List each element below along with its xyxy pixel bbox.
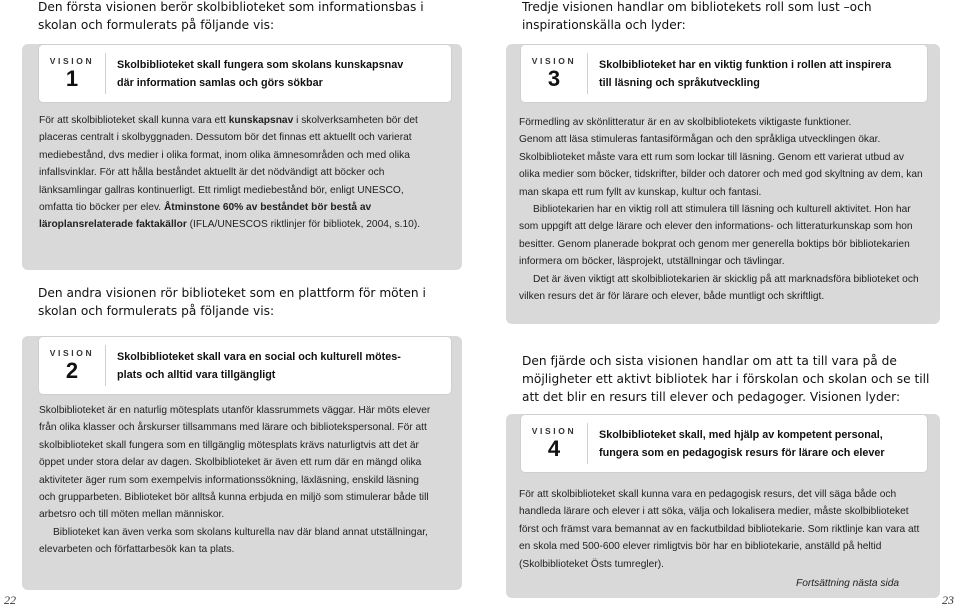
- vision-3-badge: [521, 45, 587, 102]
- vision-1-title: [117, 56, 441, 92]
- page-number-left: 22: [4, 593, 16, 607]
- vision-2-title: [117, 348, 441, 384]
- vision-number: 1: [65, 66, 79, 91]
- vision-title-line: Skolbiblioteket har en viktig funktion i rollen att inspirera: [599, 58, 892, 71]
- vision-4-panel: [506, 414, 940, 598]
- vision-title-line: till läsning och språkutveckling: [599, 76, 760, 89]
- vision-3-header: [520, 44, 928, 103]
- intro-vision-3: Tredje visionen handlar om bibliotekets roll som lust –och inspirationskälla och lyder:: [522, 0, 872, 32]
- vision-label: VISION: [49, 56, 95, 66]
- vision-1-badge: [39, 45, 105, 102]
- vision-divider: [105, 345, 106, 386]
- vision-3-title: [599, 56, 917, 92]
- vision-label: VISION: [531, 56, 577, 66]
- vision-label: VISION: [531, 426, 577, 436]
- right-page: [480, 0, 960, 612]
- vision-3-paragraph: Skolbiblioteket måste vara ett rum som lockar till läsning. Genom ett varierat utbud av olika medier som böcker, tidskrifter, bilder och datorer och med god skyltning av dem, kan man skapa ett rum fyllt av kunskap, kultur och fantasi.: [519, 151, 923, 198]
- vision-divider: [587, 423, 588, 464]
- vision-title-line: plats och alltid vara tillgängligt: [117, 368, 276, 381]
- vision-label: VISION: [49, 348, 95, 358]
- continued-next-page: Fortsättning nästa sida: [796, 578, 900, 589]
- vision-2-paragraph: Skolbiblioteket är en naturlig mötesplats utanför klassrummets väggar. Här möts elever från olika klasser och årskurser tillsammans med lärare och bibliotekspersonal. För att skolbiblioteket skall fungera som en tillgänglig mötesplats krävs naturligtvis att det är öppet under stora delar av dagen. Skolbiblioteket är även ett rum där en mängd olika aktiviteter äger rum som exempelvis informationssökning, läxläsning, enskild läsning och grupparbeten. Biblioteket bör alltså kunna erbjuda en miljö som stimulerar både till arbetsro och till möten mellan människor.: [39, 405, 431, 521]
- body-text-segment: För att skolbiblioteket skall kunna vara ett: [39, 115, 229, 126]
- vision-4-badge: [521, 415, 587, 472]
- intro-vision-1: Den första visionen berör skolbiblioteket som informationsbas i skolan och formulerats på följande vis:: [38, 0, 424, 32]
- vision-2-badge: [39, 337, 105, 394]
- body-text-segment: (IFLA/UNESCOS riktlinjer för bibliotek, 2004, s.10).: [186, 219, 421, 231]
- vision-4-header: [520, 414, 928, 473]
- page-number-right: 23: [942, 593, 954, 607]
- vision-2-panel: [22, 336, 462, 590]
- vision-2-header: [38, 336, 452, 395]
- vision-title-line: Skolbiblioteket skall vara en social och kulturell mötes-: [117, 350, 401, 363]
- vision-3-panel: [506, 44, 940, 324]
- vision-3-paragraph: Förmedling av skönlitteratur är en av skolbibliotekets viktigaste funktioner.: [519, 117, 852, 128]
- vision-divider: [105, 53, 106, 94]
- vision-3-paragraph: Det är även viktigt att skolbibliotekarien är skicklig på att marknadsföra biblioteket och vilken resurs det är för lärare och elever, både muntligt och skriftligt.: [519, 273, 919, 303]
- vision-3-body: [519, 114, 923, 305]
- vision-2-paragraph: Biblioteket kan även verka som skolans kulturella nav där bland annat utställningar, elevarbeten och författarbesök kan ta plats.: [39, 526, 428, 556]
- vision-1-panel: [22, 44, 462, 270]
- intro-vision-4: Den fjärde och sista visionen handlar om att ta till vara på de möjligheter ett aktivt bibliotek har i förskolan och skolan och se till att det blir en resurs till elever och pedagoger. Visionen lyder:: [522, 354, 930, 404]
- vision-4-title: [599, 426, 917, 462]
- vision-1-paragraph: [39, 112, 439, 234]
- vision-title-line: Skolbiblioteket skall fungera som skolans kunskapsnav: [117, 58, 404, 71]
- vision-2-body: [39, 402, 437, 559]
- vision-3-paragraph: Bibliotekarien har en viktig roll att stimulera till läsning och kulturell aktivitet. Hon har som uppgift att delge lärare och elever den informations- och litteraturkunskap som hon besitter. Genom planerade bokprat och genom mer generella boktips bör bibliotekarien informera om böcker, läsprojekt, utställningar och tävlingar.: [519, 204, 913, 268]
- vision-title-line: där information samlas och görs sökbar: [117, 76, 323, 89]
- vision-3-paragraph: Genom att läsa stimuleras fantasiförmågan och den språkliga utvecklingen ökar.: [519, 134, 881, 146]
- vision-number: 2: [65, 358, 79, 383]
- body-bold-segment: Åtminstone 60% av beståndet bör bestå av läroplansrelaterade faktakällor: [39, 202, 372, 231]
- vision-divider: [587, 53, 588, 94]
- vision-1-header: [38, 44, 452, 103]
- vision-4-paragraph: För att skolbiblioteket skall kunna vara en pedagogisk resurs, det vill säga både och handleda lärare och elever i att söka, välja och lokalisera medier, måste skolbiblioteket först och främst vara bemannat av en fackutbildad bibliotekarie. Som riktlinje kan vara att en skola med 500-600 elever rimligtvis bör har en bibliotekarie, anställd på heltid (Skolbiblioteket Östs tumregler).: [519, 489, 920, 570]
- vision-title-line: Skolbiblioteket skall, med hjälp av kompetent personal,: [599, 428, 883, 441]
- vision-title-line: fungera som en pedagogisk resurs för lärare och elever: [599, 446, 885, 459]
- vision-number: 3: [547, 66, 561, 91]
- body-text-segment: i skolverksamheten bör det placeras centralt i skolbyggnaden. Dessutom bör det finnas ett aktuellt och varierat mediebestånd, dvs medier i olika format, inom olika ämnesområden och med olika infallsvinklar. För att hålla beståndet aktuellt är det nödvändigt att böcker och länksamlingar gallras kontinuerligt. Ett rimligt mediebestånd bör, enligt UNESCO, omfatta tio böcker per elev.: [39, 115, 418, 214]
- vision-1-body: [39, 112, 439, 234]
- vision-4-body: [519, 486, 923, 573]
- intro-vision-2: Den andra visionen rör biblioteket som en plattform för möten i skolan och formulerats på följande vis:: [38, 286, 426, 318]
- body-bold-segment: kunskapsnav: [228, 115, 294, 126]
- vision-number: 4: [547, 436, 561, 461]
